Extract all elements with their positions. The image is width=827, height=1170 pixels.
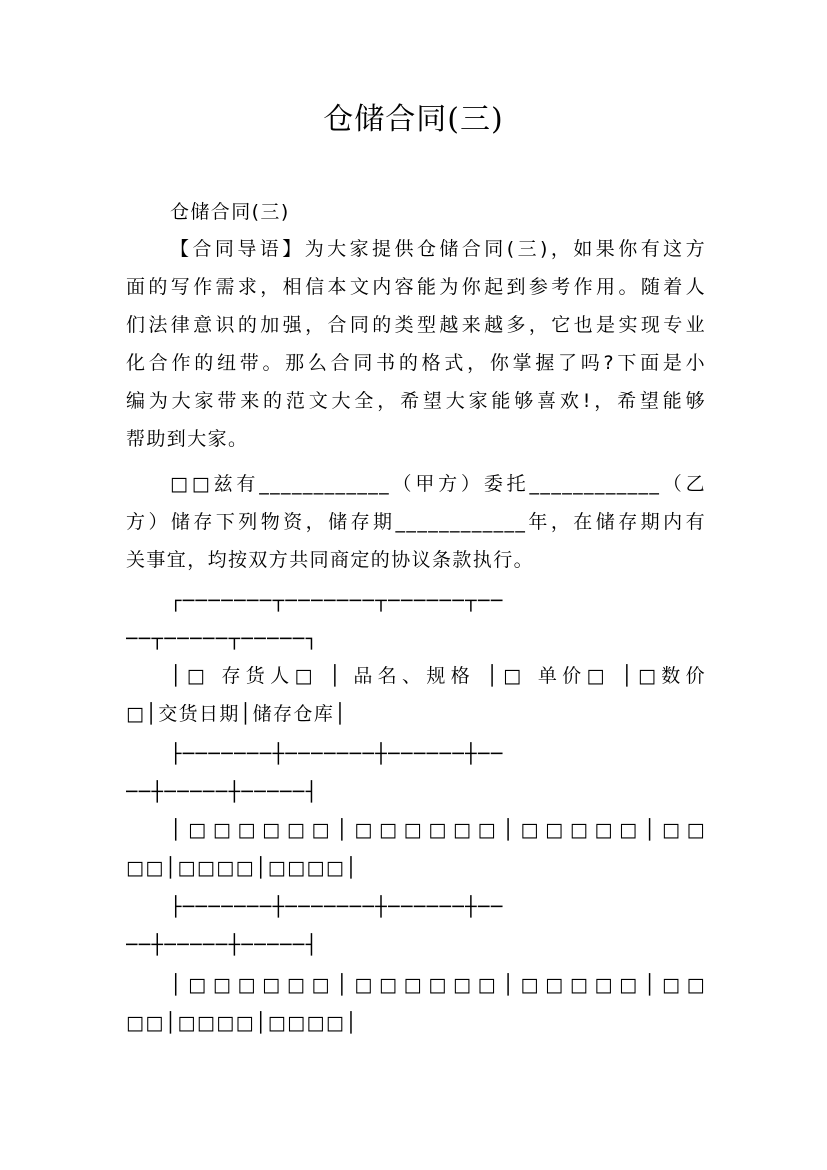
table-header-line: □│交货日期│储存仓库│ [126, 703, 348, 725]
clause-line: 方）储存下列物资，储存期____________年，在储存期内有 [126, 511, 706, 533]
table-border-line: ──┬─────┬─────┐ [126, 628, 319, 650]
intro-line: 【合同导语】为大家提供仓储合同(三)，如果你有这方 [170, 238, 706, 260]
document-subtitle: 仓储合同(三) [170, 201, 290, 223]
table-border-line: ├───────┼───────┼──────┼── [170, 743, 504, 765]
table-header-line: │□ 存货人□ │ 品名、规格 │□ 单价□ │□数价 [170, 665, 706, 687]
table-border-line: ──┼─────┼─────┤ [126, 781, 319, 803]
document-title: 仓储合同(三) [323, 102, 504, 137]
clause-line: 关事宜，均按双方共同商定的协议条款执行。 [126, 549, 535, 571]
table-border-line: ├───────┼───────┼──────┼── [170, 896, 504, 918]
table-border-line: ──┼─────┼─────┤ [126, 934, 319, 956]
intro-line: 们法律意识的加强，合同的类型越来越多，它也是实现专业 [126, 314, 706, 336]
intro-line: 化合作的纽带。那么合同书的格式，你掌握了吗?下面是小 [126, 352, 706, 374]
clause-line: □□兹有____________（甲方）委托____________（乙 [170, 473, 706, 495]
table-row-line: │□□□□□□│□□□□□□│□□□□□│□□ [170, 819, 706, 841]
table-row-line: □□│□□□□│□□□□│ [126, 1012, 359, 1034]
table-row-line: □□│□□□□│□□□□│ [126, 857, 359, 879]
table-row-line: │□□□□□□│□□□□□□│□□□□□│□□ [170, 974, 706, 996]
intro-line: 编为大家带来的范文大全，希望大家能够喜欢!，希望能够 [126, 390, 706, 412]
table-border-line: ┌───────┬───────┬──────┬── [170, 590, 504, 612]
intro-line: 帮助到大家。 [126, 428, 249, 450]
intro-line: 面的写作需求，相信本文内容能为你起到参考作用。随着人 [126, 276, 706, 298]
